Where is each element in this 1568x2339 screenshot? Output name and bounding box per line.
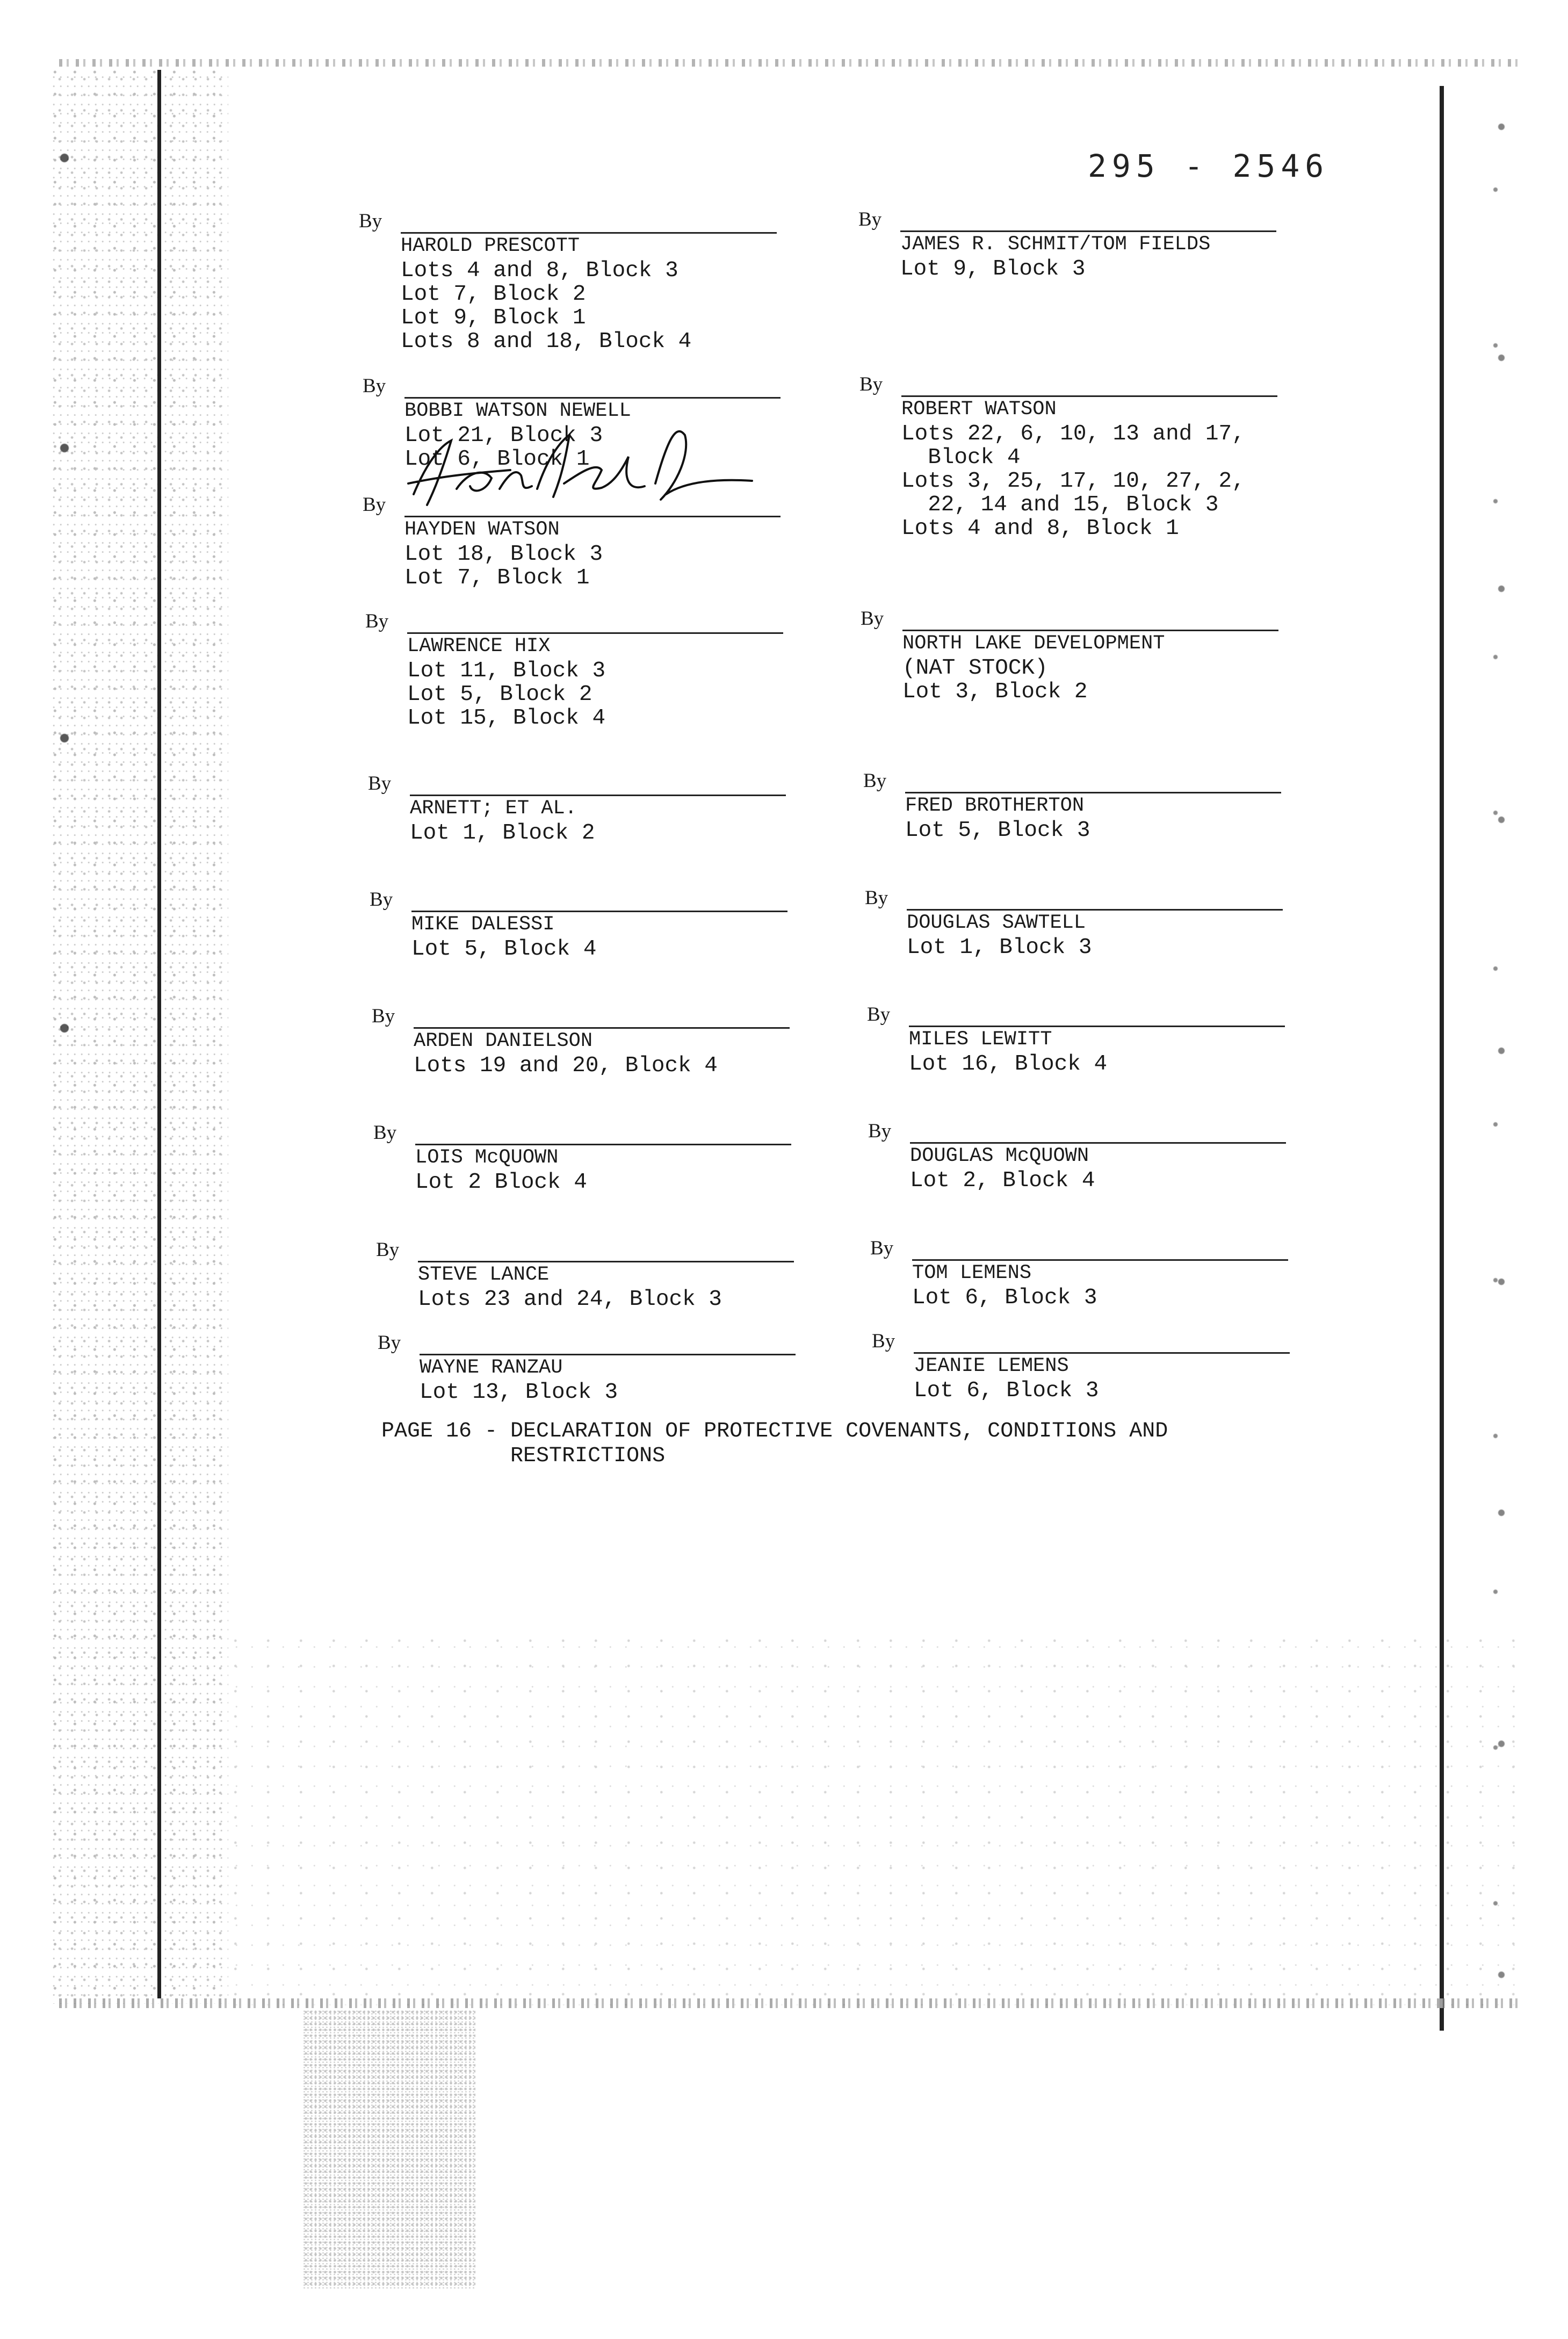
signatory-name: DOUGLAS McQUOWN <box>910 1145 1089 1167</box>
signature-line <box>905 792 1281 793</box>
signatory-name: LOIS McQUOWN <box>415 1146 559 1169</box>
signatory-name: STEVE LANCE <box>418 1264 550 1286</box>
signatory-name: LAWRENCE HIX <box>407 635 551 658</box>
lot-description: (NAT STOCK) <box>902 656 1048 681</box>
by-label: By <box>359 210 382 232</box>
signature-line <box>909 1026 1285 1027</box>
by-label: By <box>378 1332 401 1354</box>
signature-line <box>912 1259 1288 1261</box>
signature-line <box>900 230 1276 232</box>
signature-line <box>910 1142 1286 1144</box>
lot-description: Block 4 <box>901 445 1021 470</box>
by-label: By <box>861 608 884 630</box>
lot-description: Lot 5, Block 3 <box>905 818 1090 843</box>
signatory-name: MILES LEWITT <box>909 1028 1052 1051</box>
signatory-name: ROBERT WATSON <box>901 398 1057 421</box>
lot-description: Lots 4 and 8, Block 3 <box>401 258 678 283</box>
by-label: By <box>373 1122 397 1144</box>
by-label: By <box>867 1004 891 1026</box>
lot-description: Lot 7, Block 2 <box>401 282 586 307</box>
lot-description: Lot 3, Block 2 <box>902 680 1088 704</box>
footer-line-1: PAGE 16 - DECLARATION OF PROTECTIVE COVENANTS, CONDITIONS AND <box>381 1419 1168 1443</box>
signatory-name: DOUGLAS SAWTELL <box>907 912 1086 934</box>
signature-line <box>414 1027 790 1029</box>
signatory-name: MIKE DALESSI <box>411 913 555 936</box>
scan-noise-left <box>51 70 228 2004</box>
recording-number: 295 - 2546 <box>1088 148 1329 184</box>
signatory-name: JEANIE LEMENS <box>914 1355 1069 1377</box>
signatory-name: HAROLD PRESCOTT <box>401 235 580 257</box>
signatory-name: BOBBI WATSON NEWELL <box>404 400 631 422</box>
lot-description: Lot 9, Block 3 <box>900 257 1086 281</box>
by-label: By <box>370 889 393 911</box>
by-label: By <box>868 1120 892 1142</box>
by-label: By <box>872 1330 895 1352</box>
signatory-name: ARNETT; ET AL. <box>410 797 577 820</box>
scan-noise-bottom <box>226 1633 1526 2009</box>
by-label: By <box>365 610 389 632</box>
lot-description: Lots 22, 6, 10, 13 and 17, <box>901 422 1245 446</box>
signature-line <box>902 630 1278 631</box>
signature-line <box>418 1261 794 1262</box>
lot-description: Lot 1, Block 2 <box>410 821 595 846</box>
by-label: By <box>859 373 883 395</box>
signatory-name: ARDEN DANIELSON <box>414 1030 593 1052</box>
lot-description: Lots 23 and 24, Block 3 <box>418 1287 722 1312</box>
lot-description: Lot 21, Block 3 <box>404 423 603 448</box>
signature-line <box>411 911 787 912</box>
lot-description: Lots 8 and 18, Block 4 <box>401 329 692 354</box>
by-label: By <box>372 1005 395 1027</box>
by-label: By <box>363 494 386 516</box>
lot-description: Lot 9, Block 1 <box>401 306 586 330</box>
signature-line <box>407 632 783 634</box>
signature-line <box>415 1144 791 1145</box>
by-label: By <box>368 773 392 795</box>
signatory-name: JAMES R. SCHMIT/TOM FIELDS <box>900 233 1211 256</box>
by-label: By <box>870 1237 894 1259</box>
lot-description: Lot 1, Block 3 <box>907 935 1092 960</box>
lot-description: Lot 16, Block 4 <box>909 1052 1108 1077</box>
signature-line <box>901 395 1277 397</box>
scan-border-top <box>59 59 1520 67</box>
lot-description: Lots 19 and 20, Block 4 <box>414 1053 718 1078</box>
by-label: By <box>376 1239 400 1261</box>
page-footer-title <box>381 1419 1168 1469</box>
signatory-name: TOM LEMENS <box>912 1262 1032 1284</box>
lot-description: Lot 15, Block 4 <box>407 706 606 731</box>
by-label: By <box>863 770 887 792</box>
signatory-name: FRED BROTHERTON <box>905 795 1085 817</box>
lot-description: 22, 14 and 15, Block 3 <box>901 493 1219 517</box>
lot-description: Lot 2, Block 4 <box>910 1168 1095 1193</box>
lot-description: Lot 6, Block 3 <box>914 1378 1099 1403</box>
page-edge-left <box>157 70 161 1998</box>
lot-description: Lot 5, Block 2 <box>407 682 592 707</box>
by-label: By <box>363 375 386 397</box>
lot-description: Lot 13, Block 3 <box>420 1380 618 1405</box>
lot-description: Lot 6, Block 1 <box>404 447 590 472</box>
lot-description: Lot 18, Block 3 <box>404 542 603 567</box>
handwritten-signature <box>376 424 763 516</box>
signatory-name: WAYNE RANZAU <box>420 1356 563 1379</box>
lot-description: Lot 7, Block 1 <box>404 566 590 590</box>
lot-description: Lot 2 Block 4 <box>415 1170 587 1195</box>
signature-line <box>907 909 1283 911</box>
by-label: By <box>865 887 888 909</box>
signature-line <box>914 1352 1290 1354</box>
signature-line <box>401 232 777 234</box>
scan-border-bottom <box>59 1998 1520 2008</box>
lot-description: Lots 4 and 8, Block 1 <box>901 516 1179 541</box>
lot-description: Lots 3, 25, 17, 10, 27, 2, <box>901 469 1245 494</box>
by-label: By <box>858 208 882 230</box>
lot-description: Lot 11, Block 3 <box>407 659 606 683</box>
signatory-name: HAYDEN WATSON <box>404 518 560 541</box>
signature-line <box>420 1354 796 1355</box>
lot-description: Lot 5, Block 4 <box>411 937 597 962</box>
signature-line <box>404 397 781 399</box>
scan-tab-strip <box>304 2009 475 2289</box>
signature-line <box>404 516 781 517</box>
scan-marks-left <box>54 129 75 1311</box>
signature-line <box>410 795 786 796</box>
footer-line-2: RESTRICTIONS <box>510 1444 666 1468</box>
lot-description: Lot 6, Block 3 <box>912 1286 1097 1310</box>
signatory-name: NORTH LAKE DEVELOPMENT <box>902 632 1165 655</box>
